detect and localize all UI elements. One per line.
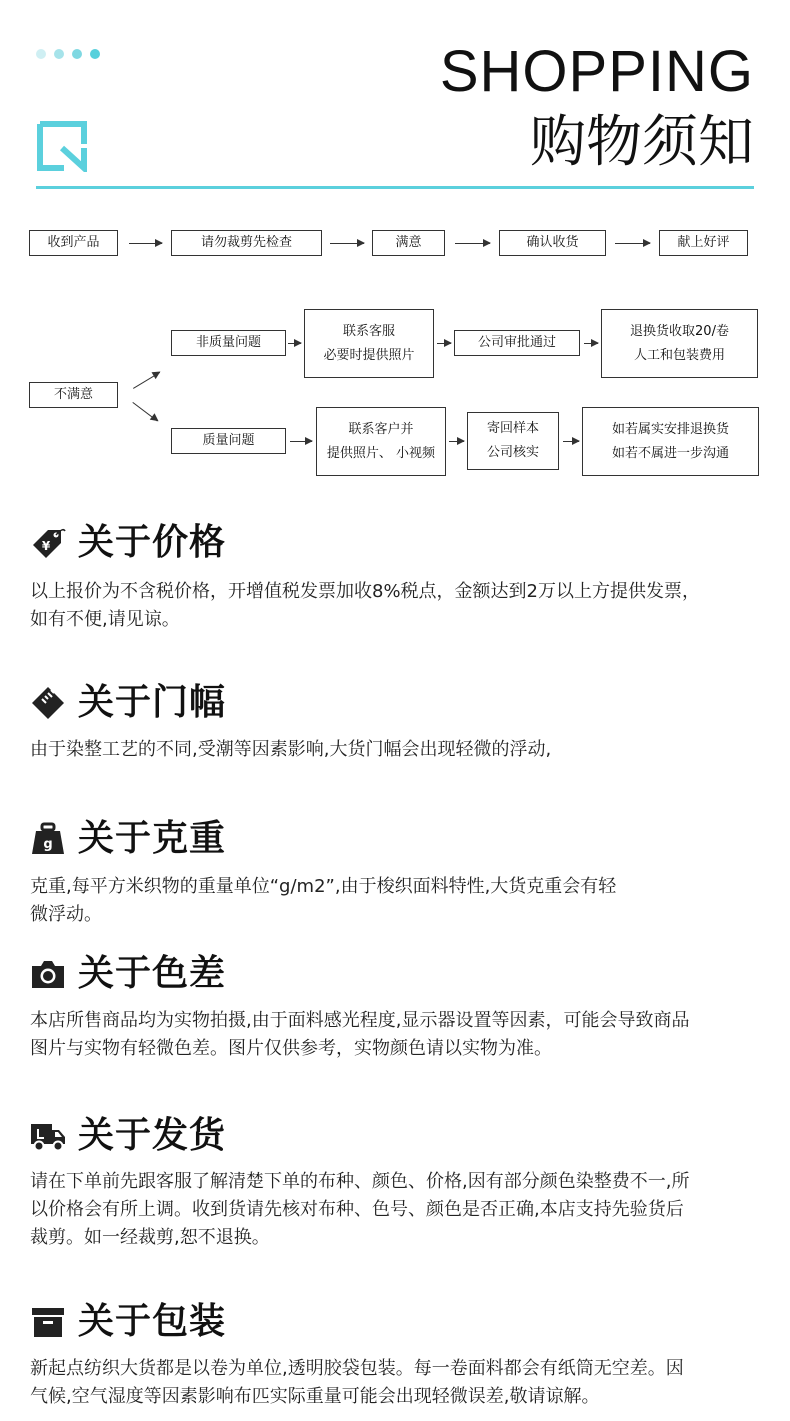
flow-arrow (455, 243, 490, 244)
flow-step-quality: 质量问题 (171, 428, 286, 454)
flow-arrow (437, 343, 451, 344)
body-line: 请在下单前先跟客服了解清楚下单的布种、颜色、价格,因有部分颜色染整费不一,所 (30, 1171, 690, 1192)
flow-line: 提供照片、 小视频 (326, 445, 436, 461)
body-line: 本店所售商品均为实物拍摄,由于面料感光程度,显示器设置等因素，可能会导致商品 (30, 1010, 690, 1031)
flow-arrow (584, 343, 598, 344)
body-line: 以上报价为不含税价格，开增值税发票加收8%税点，金额达到2万以上方提供发票， (30, 581, 701, 602)
section-title-color: 关于色差 (78, 953, 227, 994)
dot (72, 49, 82, 59)
flow-arrow-down (132, 402, 157, 421)
flow-step-receive: 收到产品 (29, 230, 118, 256)
flow-arrow (563, 441, 579, 442)
flow-arrow-up (133, 372, 160, 389)
svg-text:g: g (43, 837, 53, 852)
section-body-width (30, 736, 762, 764)
section-title-delivery: 关于发货 (78, 1115, 227, 1156)
body-line: 以价格会有所上调。收到货请先核对布种、色号、颜色是否正确,本店支持先验货后 (30, 1199, 684, 1220)
flow-line: 如若不属进一步沟通 (611, 445, 729, 461)
flow-line: 公司核实 (486, 445, 539, 460)
section-title-packaging: 关于包装 (78, 1301, 227, 1342)
flow-line: 联系客服 (342, 323, 395, 339)
flow-step-approval: 公司审批通过 (454, 330, 580, 356)
ruler-icon (30, 685, 66, 721)
flow-step-review: 献上好评 (659, 230, 748, 256)
camera-icon (30, 956, 66, 992)
section-title-price: 关于价格 (78, 522, 227, 563)
flow-step-satisfied: 满意 (372, 230, 445, 256)
body-line: 新起点纺织大货都是以卷为单位,透明胶袋包装。每一卷面料都会有纸筒无空差。因 (30, 1358, 684, 1379)
section-title-width: 关于门幅 (78, 682, 227, 723)
flow-arrow (449, 441, 464, 442)
body-line: 克重,每平方米织物的重量单位“g/m2”,由于梭织面料特性,大货克重会有轻 (30, 876, 617, 897)
svg-text:¥: ¥ (41, 539, 51, 553)
flow-arrow (129, 243, 162, 244)
dot (54, 49, 64, 59)
body-line: 图片与实物有轻微色差。图片仅供参考，实物颜色请以实物为准。 (30, 1038, 552, 1059)
section-body-price (30, 578, 762, 634)
title-chinese: 购物须知 (530, 110, 754, 175)
price-tag-icon (30, 525, 66, 561)
flow-step-confirm: 确认收货 (499, 230, 606, 256)
body-line: 如有不便,请见谅。 (30, 609, 180, 630)
weight-icon (30, 821, 66, 857)
flow-arrow (290, 441, 312, 442)
header-divider (36, 186, 754, 189)
flow-step-contact-customer (316, 407, 446, 476)
flow-step-verify (582, 407, 759, 476)
flow-arrow (288, 343, 301, 344)
section-body-packaging (30, 1355, 762, 1411)
flow-arrow (615, 243, 650, 244)
dot (90, 49, 100, 59)
flow-line: 如若属实安排退换货 (611, 421, 729, 437)
flow-step-unsatisfied: 不满意 (29, 382, 118, 408)
body-line: 裁剪。如一经裁剪,恕不退换。 (30, 1227, 270, 1248)
flow-step-sample (467, 412, 559, 470)
flow-line: 寄回样本 (486, 421, 539, 436)
package-box-icon (30, 1304, 66, 1340)
title-english: SHOPPING (439, 39, 754, 104)
delivery-truck-icon (30, 1117, 66, 1153)
body-line: 微浮动。 (30, 904, 102, 925)
section-body-color (30, 1007, 762, 1063)
section-body-weight (30, 873, 762, 929)
flow-line: 联系客户并 (348, 421, 414, 437)
flow-step-check: 请勿裁剪先检查 (171, 230, 322, 256)
section-body-delivery (30, 1168, 762, 1252)
dot (36, 49, 46, 59)
section-title-weight: 关于克重 (78, 818, 227, 859)
corner-logo-icon (36, 120, 88, 172)
flow-step-contact-service (304, 309, 434, 378)
flow-step-return-fee (601, 309, 758, 378)
body-line: 由于染整工艺的不同,受潮等因素影响,大货门幅会出现轻微的浮动, (30, 739, 552, 760)
flow-line: 人工和包装费用 (633, 347, 725, 363)
flow-line: 退换货收取20/卷 (630, 323, 729, 339)
decorative-dots (36, 49, 100, 59)
flow-step-non-quality: 非质量问题 (171, 330, 286, 356)
body-line: 气候,空气湿度等因素影响布匹实际重量可能会出现轻微误差,敬请谅解。 (30, 1386, 600, 1407)
flow-line: 必要时提供照片 (323, 347, 415, 363)
flow-arrow (330, 243, 364, 244)
